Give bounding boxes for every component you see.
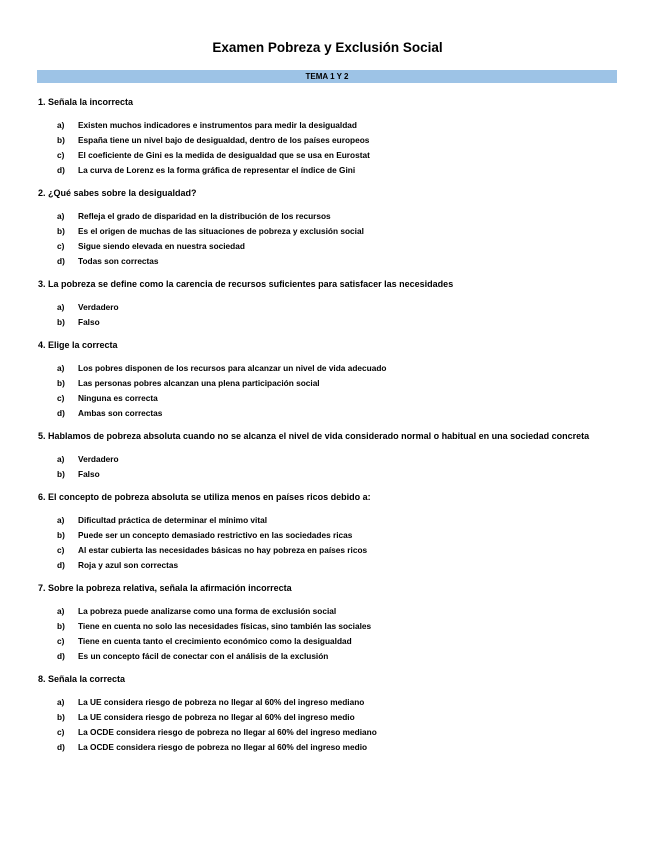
option-text: Falso xyxy=(78,469,100,479)
question-text: 3. La pobreza se define como la carencia de recursos suficientes para satisfacer las necesidades xyxy=(38,279,454,289)
question-block xyxy=(38,431,618,482)
question-block xyxy=(38,340,618,421)
option-text: Tiene en cuenta no solo las necesidades físicas, sino también las sociales xyxy=(78,621,372,631)
option-text: Ambas son correctas xyxy=(78,408,163,418)
option-letter: d) xyxy=(57,256,65,266)
answer-option xyxy=(38,163,618,178)
option-text: Sigue siendo elevada en nuestra sociedad xyxy=(78,241,245,251)
option-letter: d) xyxy=(57,651,65,661)
option-list xyxy=(38,604,618,664)
option-text: La OCDE considera riesgo de pobreza no llegar al 60% del ingreso medio xyxy=(78,742,368,752)
answer-option xyxy=(38,406,618,421)
question-block xyxy=(38,583,618,664)
option-text: Roja y azul son correctas xyxy=(78,560,179,570)
option-list xyxy=(38,361,618,421)
answer-option xyxy=(38,133,618,148)
answer-option xyxy=(38,725,618,740)
question-block xyxy=(38,188,618,269)
option-letter: b) xyxy=(57,317,65,327)
question-text: 5. Hablamos de pobreza absoluta cuando no se alcanza el nivel de vida considerado normal o habitual en una sociedad concreta xyxy=(38,431,590,441)
option-text: Al estar cubierta las necesidades básicas no hay pobreza en países ricos xyxy=(78,545,368,555)
option-text: Todas son correctas xyxy=(78,256,159,266)
option-letter: c) xyxy=(57,545,65,555)
option-list xyxy=(38,118,618,178)
answer-option xyxy=(38,543,618,558)
option-text: La pobreza puede analizarse como una forma de exclusión social xyxy=(78,606,337,616)
option-text: La UE considera riesgo de pobreza no llegar al 60% del ingreso medio xyxy=(78,712,355,722)
document-title: Examen Pobreza y Exclusión Social xyxy=(212,40,443,55)
option-text: El coeficiente de Gini es la medida de desigualdad que se usa en Eurostat xyxy=(78,150,370,160)
option-list xyxy=(38,695,618,755)
option-letter: c) xyxy=(57,150,65,160)
option-letter: a) xyxy=(57,211,65,221)
answer-option xyxy=(38,209,618,224)
option-letter: d) xyxy=(57,560,65,570)
question-block xyxy=(38,492,618,573)
option-text: La curva de Lorenz es la forma gráfica de representar el índice de Gini xyxy=(78,165,356,175)
question-text: 2. ¿Qué sabes sobre la desigualdad? xyxy=(38,188,197,198)
answer-option xyxy=(38,254,618,269)
option-text: La UE considera riesgo de pobreza no llegar al 60% del ingreso mediano xyxy=(78,697,365,707)
option-text: La OCDE considera riesgo de pobreza no llegar al 60% del ingreso mediano xyxy=(78,727,377,737)
answer-option xyxy=(38,740,618,755)
question-text: 6. El concepto de pobreza absoluta se utiliza menos en países ricos debido a: xyxy=(38,492,371,502)
answer-option xyxy=(38,649,618,664)
answer-option xyxy=(38,528,618,543)
option-text: Es el origen de muchas de las situaciones de pobreza y exclusión social xyxy=(78,226,364,236)
answer-option xyxy=(38,467,618,482)
option-letter: b) xyxy=(57,226,65,236)
answer-option xyxy=(38,513,618,528)
answer-option xyxy=(38,239,618,254)
option-text: Puede ser un concepto demasiado restrictivo en las sociedades ricas xyxy=(78,530,353,540)
question-list xyxy=(38,97,618,765)
question-block xyxy=(38,674,618,755)
option-text: Falso xyxy=(78,317,100,327)
option-text: Verdadero xyxy=(78,454,119,464)
option-letter: a) xyxy=(57,120,65,130)
option-letter: b) xyxy=(57,712,65,722)
option-letter: a) xyxy=(57,697,65,707)
answer-option xyxy=(38,452,618,467)
question-text: 1. Señala la incorrecta xyxy=(38,97,134,107)
option-text: Es un concepto fácil de conectar con el análisis de la exclusión xyxy=(78,651,329,661)
option-list xyxy=(38,300,618,330)
answer-option xyxy=(38,361,618,376)
option-text: Ninguna es correcta xyxy=(78,393,158,403)
option-letter: a) xyxy=(57,606,65,616)
question-block xyxy=(38,279,618,330)
option-letter: b) xyxy=(57,530,65,540)
answer-option xyxy=(38,315,618,330)
answer-option xyxy=(38,118,618,133)
answer-option xyxy=(38,695,618,710)
option-letter: b) xyxy=(57,378,65,388)
option-text: Tiene en cuenta tanto el crecimiento económico como la desigualdad xyxy=(78,636,352,646)
option-letter: b) xyxy=(57,469,65,479)
question-text: 4. Elige la correcta xyxy=(38,340,118,350)
option-letter: b) xyxy=(57,135,65,145)
option-list xyxy=(38,513,618,573)
answer-option xyxy=(38,300,618,315)
option-letter: c) xyxy=(57,241,65,251)
option-text: Verdadero xyxy=(78,302,119,312)
option-text: Las personas pobres alcanzan una plena participación social xyxy=(78,378,320,388)
option-text: España tiene un nivel bajo de desigualdad, dentro de los países europeos xyxy=(78,135,370,145)
option-letter: d) xyxy=(57,165,65,175)
answer-option xyxy=(38,619,618,634)
answer-option xyxy=(38,710,618,725)
question-text: 7. Sobre la pobreza relativa, señala la afirmación incorrecta xyxy=(38,583,292,593)
answer-option xyxy=(38,604,618,619)
option-text: Refleja el grado de disparidad en la distribución de los recursos xyxy=(78,211,331,221)
option-list xyxy=(38,452,618,482)
answer-option xyxy=(38,148,618,163)
option-letter: a) xyxy=(57,363,65,373)
option-letter: a) xyxy=(57,454,65,464)
option-letter: a) xyxy=(57,515,65,525)
answer-option xyxy=(38,634,618,649)
option-text: Dificultad práctica de determinar el mínimo vital xyxy=(78,515,268,525)
option-letter: a) xyxy=(57,302,65,312)
option-letter: c) xyxy=(57,393,65,403)
section-band: TEMA 1 Y 2 xyxy=(37,70,617,83)
question-text: 8. Señala la correcta xyxy=(38,674,126,684)
option-text: Existen muchos indicadores e instrumentos para medir la desigualdad xyxy=(78,120,357,130)
answer-option xyxy=(38,224,618,239)
option-letter: c) xyxy=(57,636,65,646)
question-block xyxy=(38,97,618,178)
answer-option xyxy=(38,391,618,406)
option-text: Los pobres disponen de los recursos para alcanzar un nivel de vida adecuado xyxy=(78,363,387,373)
answer-option xyxy=(38,558,618,573)
option-letter: c) xyxy=(57,727,65,737)
answer-option xyxy=(38,376,618,391)
option-letter: d) xyxy=(57,742,65,752)
option-letter: b) xyxy=(57,621,65,631)
option-list xyxy=(38,209,618,269)
option-letter: d) xyxy=(57,408,65,418)
